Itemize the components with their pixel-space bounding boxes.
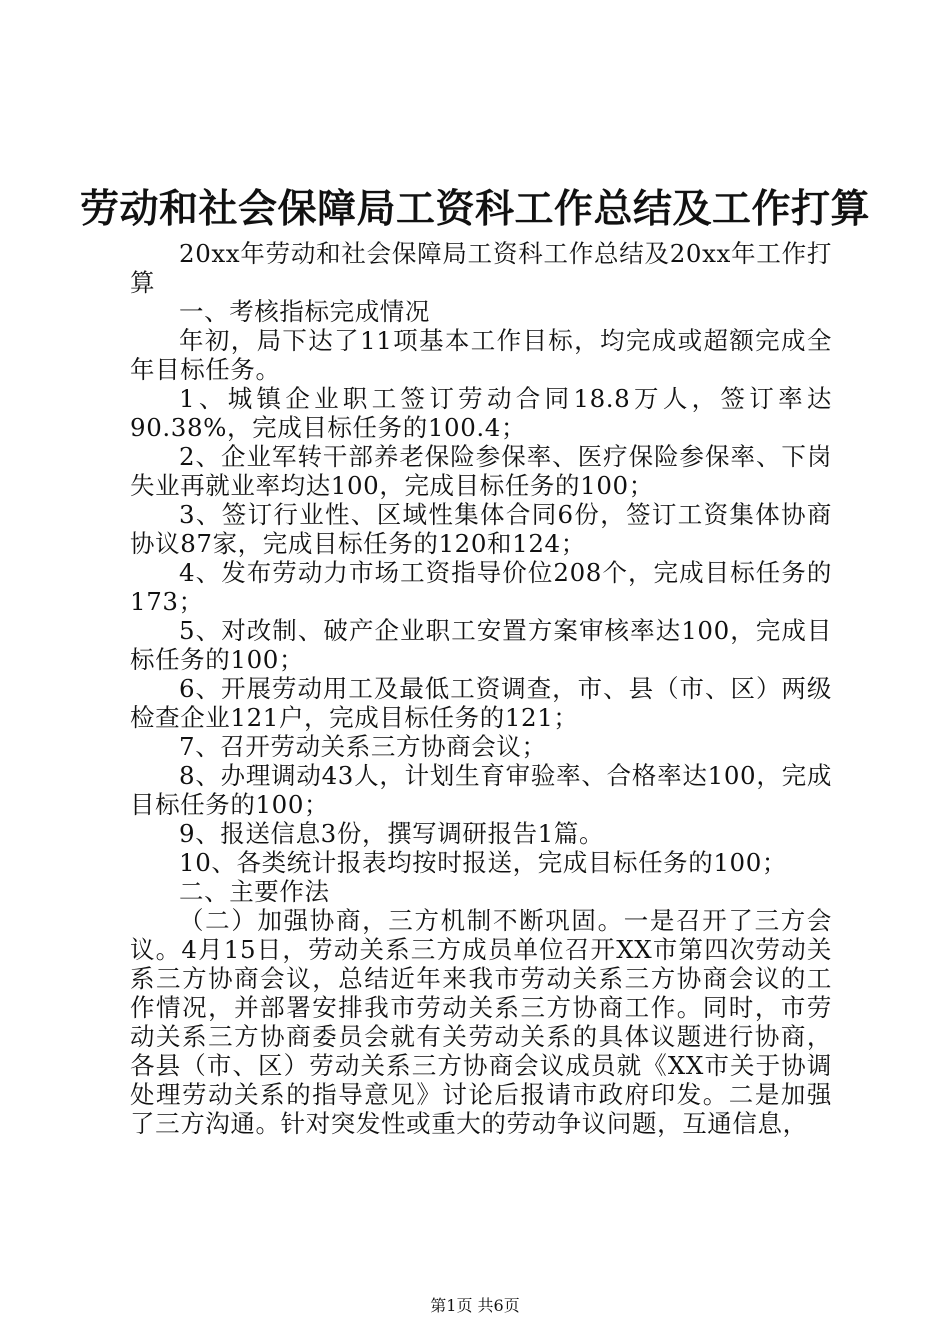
list-item: 10、各类统计报表均按时报送，完成目标任务的100；: [179, 848, 788, 877]
paragraph: 年初，局下达了11项基本工作目标，均完成或超额完成全年目标任务。: [130, 326, 832, 384]
list-item: 7、召开劳动关系三方协商会议；: [179, 732, 547, 761]
document-body: [130, 239, 832, 1138]
paragraph-intro: 20xx年劳动和社会保障局工资科工作总结及20xx年工作打算: [130, 239, 832, 297]
list-item: 4、发布劳动力市场工资指导价位208个，完成目标任务的173；: [130, 558, 832, 616]
list-item: 8、办理调动43人，计划生育审验率、合格率达100，完成目标任务的100；: [130, 761, 832, 819]
list-item: 2、企业军转干部养老保险参保率、医疗保险参保率、下岗失业再就业率均达100，完成目标任务的100；: [130, 442, 832, 500]
list-item: 3、签订行业性、区域性集体合同6份，签订工资集体协商协议87家，完成目标任务的120和124；: [130, 500, 832, 558]
section-heading-1: 一、考核指标完成情况: [179, 297, 430, 326]
document-title: 劳动和社会保障局工资科工作总结及工作打算: [79, 186, 870, 232]
list-item: 9、报送信息3份，撰写调研报告1篇。: [179, 819, 605, 848]
list-item: 6、开展劳动用工及最低工资调查，市、县（市、区）两级检查企业121户，完成目标任务的121；: [130, 674, 832, 732]
list-item: 5、对改制、破产企业职工安置方案审核率达100，完成目标任务的100；: [130, 616, 832, 674]
list-item: 1、城镇企业职工签订劳动合同18.8万人，签订率达90.38%，完成目标任务的100.4；: [130, 384, 832, 442]
page-footer: 第1页 共6页: [430, 1296, 520, 1315]
paragraph: （二）加强协商，三方机制不断巩固。一是召开了三方会议。4月15日，劳动关系三方成员单位召开XX市第四次劳动关系三方协商会议，总结近年来我市劳动关系三方协商会议的工作情况，并部署安排我市劳动关系三方协商工作。同时，市劳动关系三方协商委员会就有关劳动关系的具体议题进行协商，各县（市、区）劳动关系三方协商会议成员就《XX市关于协调处理劳动关系的指导意见》讨论后报请市政府印发。二是加强了三方沟通。针对突发性或重大的劳动争议问题，互通信息，: [130, 906, 832, 1138]
section-heading-2: 二、主要作法: [179, 877, 330, 906]
